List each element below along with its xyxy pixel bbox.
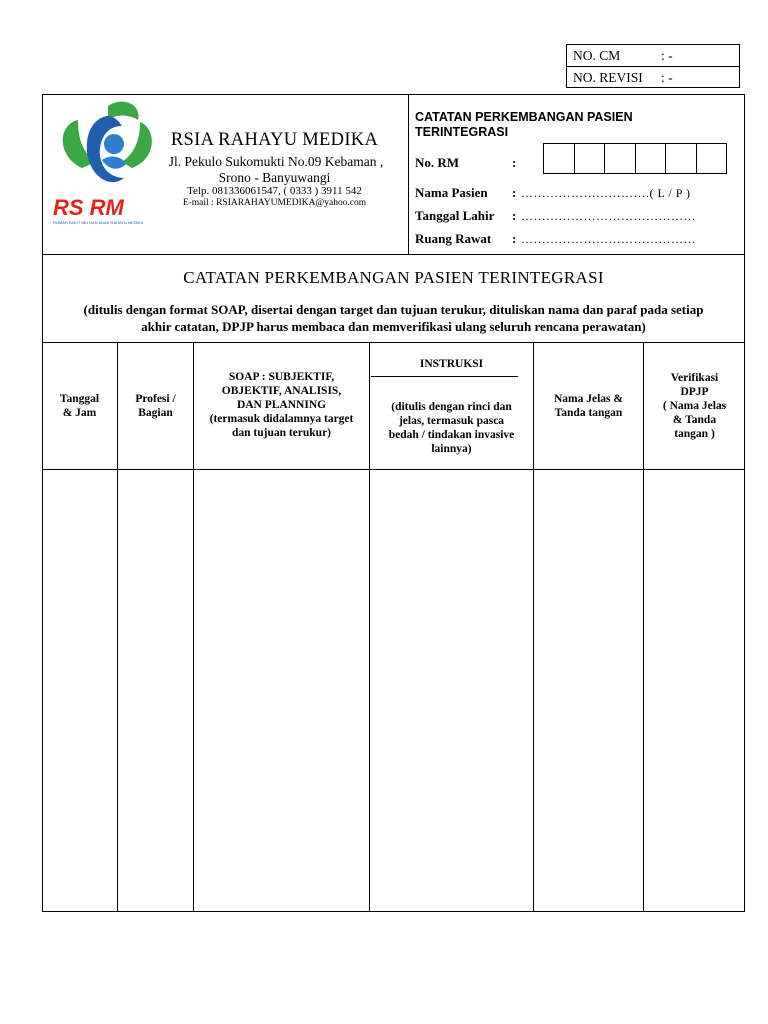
no-rm-digit-cell[interactable]	[635, 144, 666, 173]
section-instructions	[50, 301, 737, 335]
no-revisi-value: : -	[661, 70, 673, 85]
no-rm-digit-cell[interactable]	[574, 144, 605, 173]
cell-tanggal-jam[interactable]	[43, 470, 117, 911]
nama-pasien-field[interactable]: ………………………….( L / P )	[521, 186, 691, 200]
no-cm-value: : -	[661, 48, 673, 63]
no-rm-digit-cell[interactable]	[696, 144, 727, 173]
form-number-box	[566, 44, 740, 88]
col-header-tanggal-jam: Tanggal & Jam	[59, 393, 100, 419]
no-cm-row	[567, 45, 739, 66]
instruksi-underline	[371, 376, 518, 377]
ruang-rawat-colon: :	[512, 231, 517, 246]
col-header-profesi: Profesi / Bagian	[135, 393, 176, 419]
col-header-nama-jelas: Nama Jelas & Tanda tangan	[554, 393, 623, 419]
no-rm-label: No. RM	[415, 155, 460, 170]
ruang-rawat-label: Ruang Rawat	[415, 231, 492, 246]
header-bottom-rule	[42, 254, 745, 255]
no-rm-digit-cell[interactable]	[665, 144, 696, 173]
patient-header-title	[415, 110, 715, 140]
col-header-verifikasi-dpjp: Verifikasi DPJP ( Nama Jelas & Tanda tangan )	[662, 372, 727, 440]
no-rm-colon: :	[512, 155, 517, 170]
hospital-address-line2: Srono - Banyuwangi	[218, 170, 331, 185]
col-header-soap-sub: (termasuk didalamnya target dan tujuan terukur)	[209, 413, 354, 439]
hospital-name: RSIA RAHAYU MEDIKA	[170, 130, 379, 150]
no-rm-digit-cell[interactable]	[604, 144, 635, 173]
cell-soap[interactable]	[194, 470, 369, 911]
tanggal-lahir-field[interactable]: ……………………………………	[521, 209, 696, 223]
col-header-soap	[194, 370, 369, 440]
cell-instruksi[interactable]	[370, 470, 533, 911]
no-revisi-label: NO. REVISI	[573, 70, 643, 85]
section-instructions-line2: akhir catatan, DPJP harus membaca dan memverifikasi ulang seluruh rencana perawatan)	[141, 319, 646, 334]
nama-pasien-colon: :	[512, 185, 517, 200]
tanggal-lahir-label: Tanggal Lahir	[415, 208, 495, 223]
cell-verifikasi-dpjp[interactable]	[644, 470, 744, 911]
logo-tagline: RUMAH SAKIT IBU DAN ANAK RAHAYU MEDIKA	[53, 220, 144, 225]
logo-text: RS RM	[53, 195, 124, 220]
ruang-rawat-field[interactable]: ……………………………………	[521, 232, 696, 246]
section-title: CATATAN PERKEMBANGAN PASIEN TERINTEGRASI	[183, 268, 604, 287]
section-instructions-line1: (ditulis dengan format SOAP, disertai dengan target dan tujuan terukur, dituliskan nama dan paraf pada setiap	[83, 302, 704, 317]
cell-nama-jelas[interactable]	[534, 470, 643, 911]
col-header-instruksi-title: INSTRUKSI	[419, 358, 484, 370]
patient-header-title-line1: CATATAN PERKEMBANGAN PASIEN	[415, 110, 633, 124]
nama-pasien-label: Nama Pasien	[415, 185, 488, 200]
hospital-address-line1: Jl. Pekulo Sukomukti No.09 Kebaman ,	[168, 154, 384, 169]
patient-header-title-line2: TERINTEGRASI	[415, 125, 509, 139]
col-header-instruksi-sub: (ditulis dengan rinci dan jelas, termasuk pasca bedah / tindakan invasive lainnya)	[388, 401, 515, 455]
tanggal-lahir-colon: :	[512, 208, 517, 223]
hospital-phone: Telp. 081336061547, ( 0333 ) 3911 542	[187, 185, 362, 197]
col-header-soap-main: SOAP : SUBJEKTIF, OBJEKTIF, ANALISIS, DAN PLANNING	[221, 371, 342, 411]
no-revisi-row	[567, 66, 739, 88]
hospital-email: E-mail : RSIARAHAYUMEDIKA@yahoo.com	[182, 198, 367, 208]
no-rm-digit-cell[interactable]	[544, 144, 574, 173]
no-rm-input-grid[interactable]	[543, 143, 727, 174]
cell-profesi[interactable]	[118, 470, 193, 911]
header-divider	[408, 94, 409, 254]
no-cm-label: NO. CM	[573, 48, 621, 63]
